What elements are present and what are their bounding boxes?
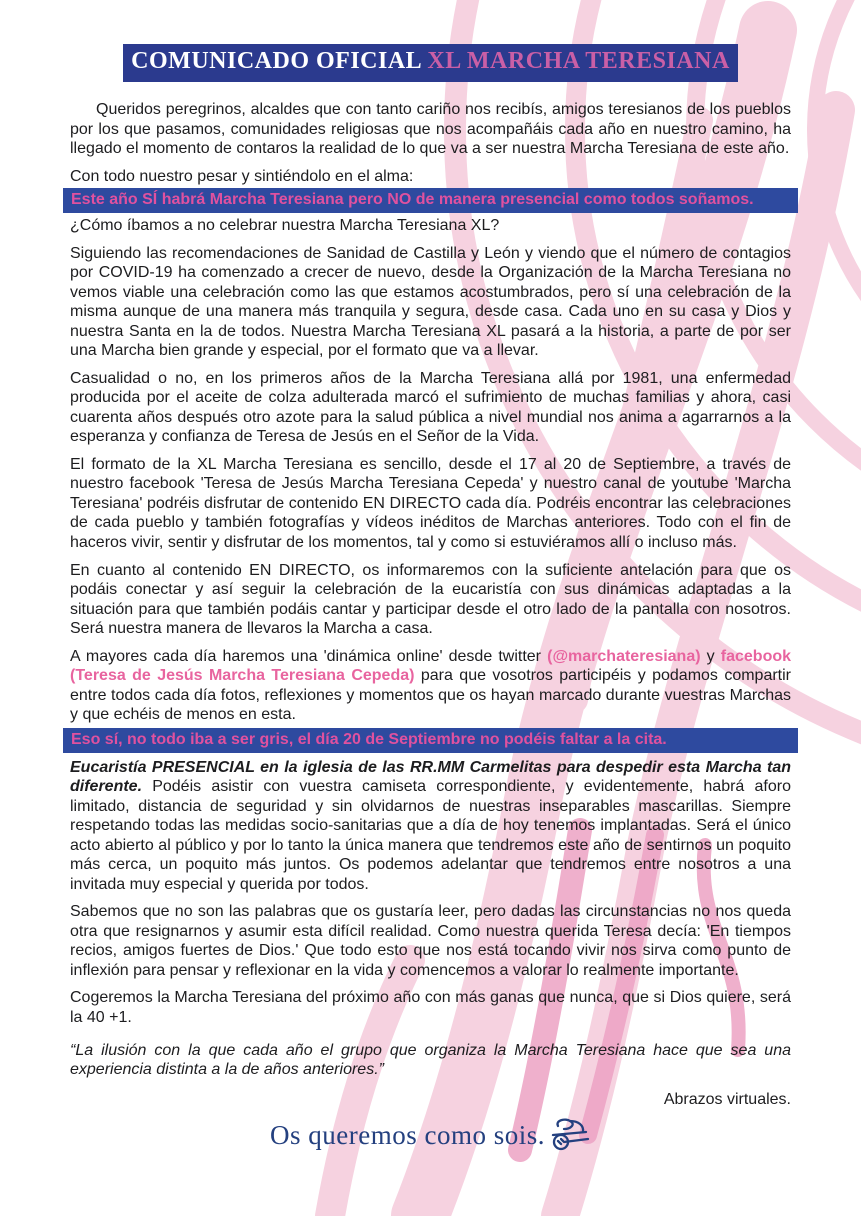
intro-paragraph: Queridos peregrinos, alcaldes que con tanto cariño nos recibís, amigos teresianos de los pueblos por los que pasamos, comunidades religiosas que nos acompañáis cada año en nuestro camino, ha llegado el momento de contaros la realidad de lo que va a ser nuestra Marcha Teresiana de este año. [70, 101, 791, 158]
format-paragraph: El formato de la XL Marcha Teresiana es sencillo, desde el 17 al 20 de Septiembre, a través de nuestro facebook 'Teresa de Jesús Marcha Teresiana Cepeda' y nuestro canal de youtube 'Marcha Teresiana' podréis disfrutar de contenido EN DIRECTO cada día. Podréis encontrar las celebraciones de cada pueblo y también fotografías y vídeos inéditos de Marchas anteriores. Todo con el fin de haceros vivir, sentir y disfrutar de los momentos, tal y como si estuviéramos allí o incluso más. [70, 455, 791, 551]
highlight-banner-2: Eso sí, no todo iba a ser gris, el día 20 de Septiembre no podéis faltar a la cita. [63, 728, 798, 753]
social-text-3: para que vosotros participéis y podamos compartir entre todos cada día fotos, reflexiones y momentos que os hayan marcado durante vuestras Marchas y que echéis de menos en esta. [70, 667, 792, 724]
next-year-paragraph: Cogeremos la Marcha Teresiana del próximo año con más ganas que nunca, que si Dios quiere, será la 40 +1. [70, 989, 791, 1026]
eucharist-paragraph [70, 758, 791, 895]
highlight-banner-1: Este año SÍ habrá Marcha Teresiana pero NO de manera presencial como todos soñamos. [63, 188, 798, 213]
social-media-paragraph [70, 647, 791, 725]
pull-quote: “La ilusión con la que cada año el grupo que organiza la Marcha Teresiana hace que sea una experiencia distinta a la de años anteriores.” [70, 1041, 791, 1079]
history-paragraph: Casualidad o no, en los primeros años de la Marcha Teresiana allá por 1981, una enfermedad producida por el aceite de colza adulterada marcó el sufrimiento de muchas familias y ahora, casi cuarenta años después otro azote para la salud pública a nivel mundial nos anima a agarrarnos a la esperanza y confianza de Teresa de Jesús en el Señor de la Vida. [70, 369, 791, 446]
twitter-handle: (@marchateresiana) [547, 647, 701, 665]
signature-line: Os queremos como sois. [270, 1119, 545, 1150]
document-title-banner [123, 44, 738, 82]
facebook-page-name: facebook (Teresa de Jesús Marcha Teresiana Cepeda) [70, 647, 792, 685]
covid-paragraph: Siguiendo las recomendaciones de Sanidad de Castilla y León y viendo que el número de contagios por COVID-19 ha comenzado a crecer de nuevo, desde la Organización de la Marcha Teresiana no vemos viable una celebración como las que estamos acostumbrados, pero sí una celebración de la misma aunque de una manera más tranquila y segura, desde casa. Cada uno en su casa y Dios y nuestra Santa en la de todos. Nuestra Marcha Teresiana XL pasará a la historia, a parte de por ser una Marcha bien grande y especial, por el formato que va a llevar. [70, 244, 791, 360]
signature-row [70, 1117, 791, 1153]
eucharist-rest: Podéis asistir con vuestra camiseta correspondiente, y evidentemente, habrá aforo limitado, distancia de seguridad y sin olvidarnos de nuestras inseparables mascarillas. Siempre respetando todas las medidas socio-sanitarias que a día de hoy tenemos implantadas. Será el único acto abierto al público y por lo tanto la única manera que tendremos este año de sentirnos un poquito más cerca, un poquito más juntos. Os podemos adelantar que tendremos entre nosotros a una invitada muy especial y querida por todos. [70, 778, 791, 893]
eucharist-lead-in: Eucaristía PRESENCIAL en la iglesia de las RR.MM Carmelitas para despedir esta Marcha tan diferente. [70, 758, 791, 796]
social-text-2: y [700, 647, 721, 665]
reflection-paragraph: Sabemos que no son las palabras que os gustaría leer, pero dadas las circunstancias no nos queda otra que resignarnos y asumir esta difícil realidad. Como nuestra querida Teresa decía: 'En tiempos recios, amigos fuertes de Dios.' Que todo esto que nos está tocando vivir nos sirva como punto de inflexión para pensar y reflexionar en la vida y comencemos a valorar lo realmente importante. [70, 903, 791, 979]
signature-doodle-icon [549, 1117, 591, 1153]
question-line: ¿Cómo íbamos a no celebrar nuestra Marcha Teresiana XL? [70, 217, 500, 235]
title-comunicado-oficial: COMUNICADO OFICIAL [131, 48, 428, 74]
lead-in-line: Con todo nuestro pesar y sintiéndolo en el alma: [70, 167, 414, 185]
live-content-paragraph: En cuanto al contenido EN DIRECTO, os informaremos con la suficiente antelación para que os podáis conectar y así seguir la celebración de la eucaristía con sus dinámicas adaptadas a la situación para que también podáis cantar y participar desde el otro lado de la pantalla con nosotros. Será nuestra manera de llevaros la Marcha a casa. [70, 561, 791, 638]
social-text-1: A mayores cada día haremos una 'dinámica online' desde twitter [70, 647, 548, 665]
closing-line: Abrazos virtuales. [663, 1090, 791, 1108]
title-xl-marcha-teresiana: XL MARCHA TERESIANA [427, 48, 730, 74]
